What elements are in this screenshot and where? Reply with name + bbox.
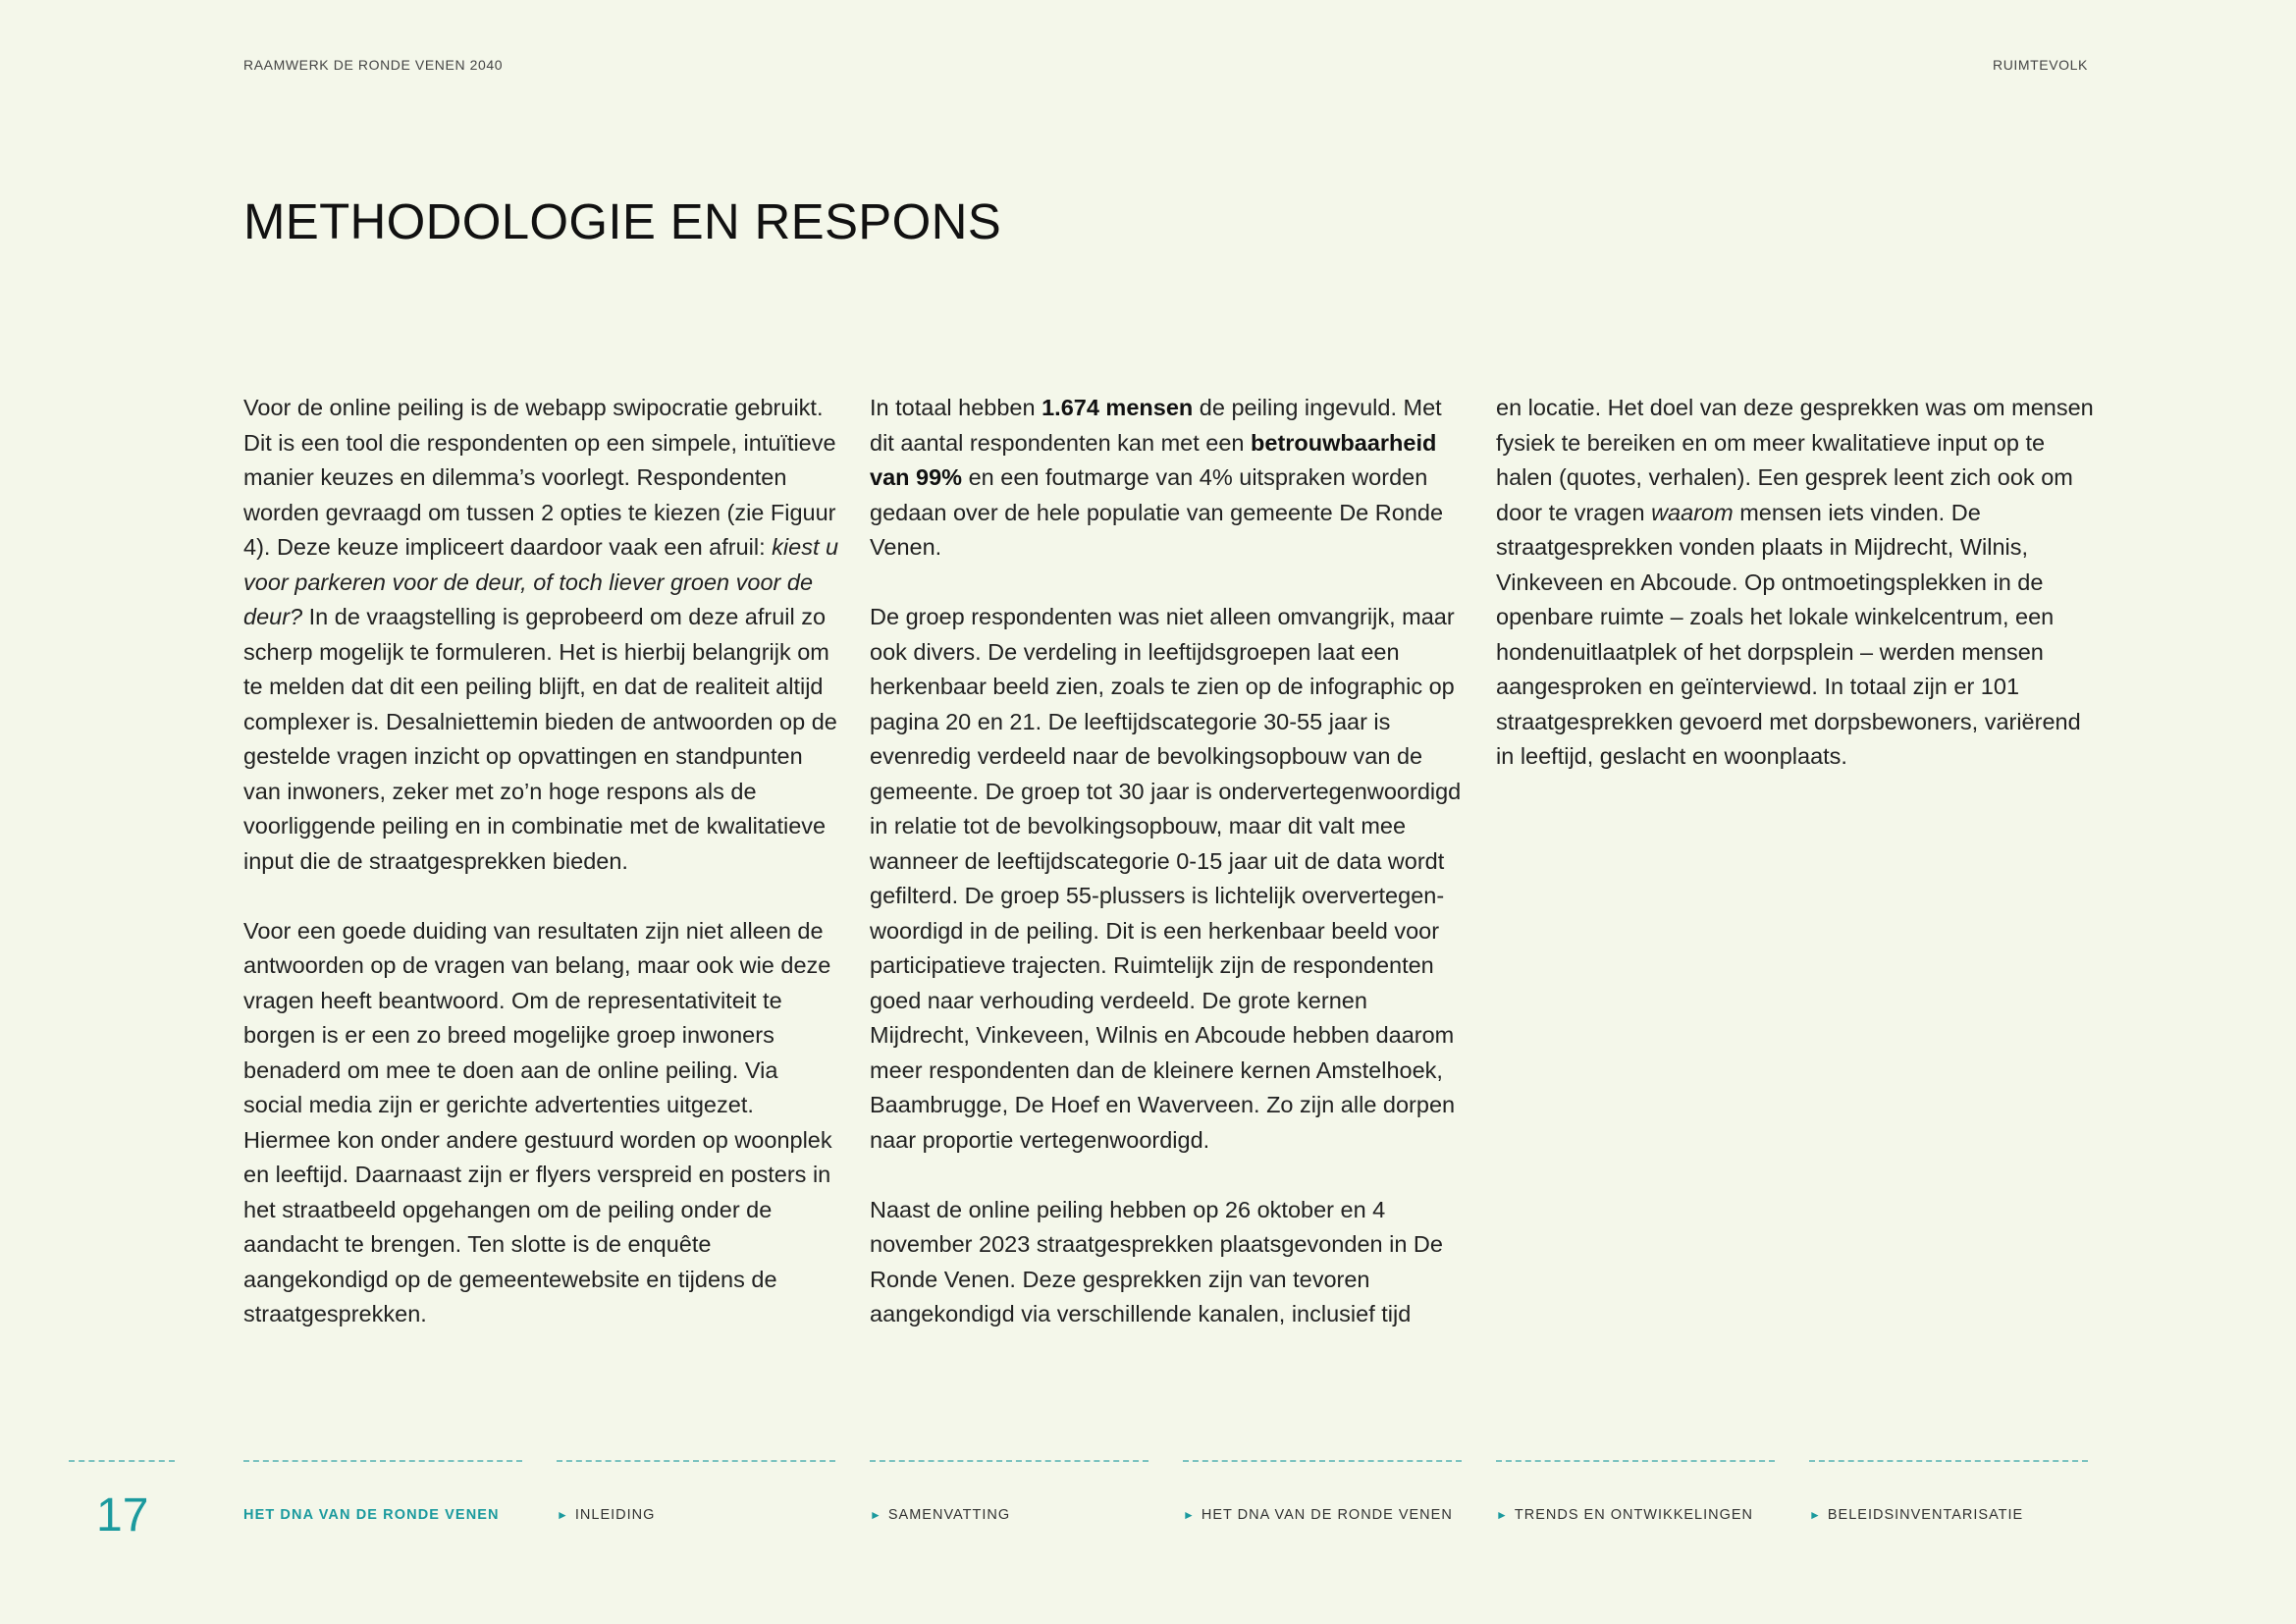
text-run: Voor de online peiling is de webapp swipocratie gebruikt. Dit is een tool die respondenten op een simpele, intuïtieve manier keuzes en dilemma’s voorlegt. Respondenten worden gevraagd om tussen 2 opties te kiezen (zie Figuur 4). Deze keuze impliceert daardoor vaak een afruil: bbox=[243, 395, 836, 560]
text-run: In totaal hebben bbox=[870, 395, 1042, 420]
triangle-right-icon: ► bbox=[870, 1508, 882, 1522]
text-run: mensen iets vinden. De straatgesprekken vonden plaats in Mijdrecht, Wilnis, Vinkeveen en Abcoude. Op ontmoetingsplekken in de openbare ruimte – zoals het lokale winkelcentrum, een hondenuitlaatplek of het dorpsplein – werden mensen aangesproken en geïnterviewd. In totaal zijn er 101 straatgesprekken gevoerd met dorpsbewoners, variërend in leeftijd, geslacht en woonplaats. bbox=[1496, 499, 2081, 769]
nav-link-trends[interactable] bbox=[1496, 1507, 1753, 1523]
paragraph bbox=[870, 391, 1468, 566]
nav-link-label: BELEIDSINVENTARISATIE bbox=[1827, 1507, 2024, 1523]
running-header-title: RAAMWERK DE RONDE VENEN 2040 bbox=[243, 57, 504, 73]
italic-text: kiest u voor parkeren voor de deur, of toch liever groen voor de deur? bbox=[243, 534, 839, 629]
running-header-publisher: RUIMTEVOLK bbox=[1992, 57, 2088, 73]
footer-divider bbox=[870, 1460, 1148, 1462]
nav-link-samenvatting[interactable] bbox=[870, 1507, 1010, 1523]
triangle-right-icon: ► bbox=[1496, 1508, 1509, 1522]
footer-divider bbox=[557, 1460, 835, 1462]
nav-link-label: HET DNA VAN DE RONDE VENEN bbox=[1201, 1507, 1453, 1523]
text-column-3 bbox=[1496, 391, 2095, 809]
page-number: 17 bbox=[96, 1489, 149, 1542]
text-column-1 bbox=[243, 391, 842, 1367]
triangle-right-icon: ► bbox=[557, 1508, 569, 1522]
text-run: en locatie. Het doel van deze gesprekken was om mensen fysiek te bereiken en om meer kwalitatieve input op te halen (quotes, verhalen). Een gesprek leent zich ook om door te vragen bbox=[1496, 395, 2094, 525]
nav-link-beleidsinventarisatie[interactable] bbox=[1809, 1507, 2023, 1523]
page-title: METHODOLOGIE EN RESPONS bbox=[243, 193, 1002, 249]
nav-link-inleiding[interactable] bbox=[557, 1507, 655, 1523]
nav-link-label: TRENDS EN ONTWIKKELINGEN bbox=[1514, 1507, 1754, 1523]
footer-divider bbox=[1809, 1460, 2088, 1462]
italic-text: waarom bbox=[1651, 499, 1734, 525]
bold-text: betrouwbaarheid van 99% bbox=[870, 429, 1437, 490]
paragraph: De groep respondenten was niet alleen omvangrijk, maar ook divers. De verdeling in leeftijdsgroepen laat een herkenbaar beeld zien, zoals te zien op de infographic op pagina 20 en 21. De leeftijdscategorie 30-55 jaar is evenredig verdeeld naar de bevolkingsopbouw van de gemeente. De groep tot 30 jaar is ondervertegenwoordigd in relatie tot de bevolkingsopbouw, maar dit valt mee wanneer de leeftijdscategorie 0-15 jaar uit de data wordt gefilterd. De groep 55-plussers is lichtelijk oververtegen-woordigd in de peiling. Dit is een herkenbaar beeld voor participatieve trajecten. Ruimtelijk zijn de respondenten goed naar verhouding verdeeld. De grote kernen Mijdrecht, Vinkeveen, Wilnis en Abcoude hebben daarom meer respondenten dan de kleinere kernen Amstelhoek, Baambrugge, De Hoef en Waverveen. Zo zijn alle dorpen naar proportie vertegenwoordigd. bbox=[870, 604, 1462, 1153]
nav-link-label: SAMENVATTING bbox=[887, 1507, 1011, 1523]
triangle-right-icon: ► bbox=[1183, 1508, 1196, 1522]
bold-text: 1.674 mensen bbox=[1041, 395, 1194, 420]
footer-divider bbox=[243, 1460, 522, 1462]
footer-divider bbox=[1496, 1460, 1775, 1462]
footer-divider bbox=[1183, 1460, 1462, 1462]
footer-divider bbox=[69, 1460, 175, 1462]
nav-current-section[interactable]: HET DNA VAN DE RONDE VENEN bbox=[243, 1507, 500, 1523]
paragraph: Naast de online peiling hebben op 26 oktober en 4 november 2023 straatgesprekken plaatsgevonden in De Ronde Venen. Deze gesprekken zijn van tevoren aangekondigd via verschillende kanalen, inclusief tijd bbox=[870, 1196, 1443, 1326]
text-run: In de vraagstelling is geprobeerd om deze afruil zo scherp mogelijk te formuleren. Het is hierbij belangrijk om te melden dat dit een peiling blijft, en dat de realiteit altijd complexer is. Desalniettemin bieden de antwoorden op de gestelde vragen inzicht op opvattingen en standpunten van inwoners, zeker met zo’n hoge respons als de voorliggende peiling en in combinatie met de kwalitatieve input die de straatgesprekken bieden. bbox=[243, 604, 837, 874]
triangle-right-icon: ► bbox=[1809, 1508, 1822, 1522]
paragraph bbox=[243, 391, 842, 879]
paragraph bbox=[1496, 391, 2095, 775]
nav-link-dna[interactable] bbox=[1183, 1507, 1453, 1523]
text-column-2 bbox=[870, 391, 1468, 1367]
text-run: de peiling ingevuld. Met dit aantal respondenten kan met een bbox=[870, 395, 1442, 456]
text-run: en een foutmarge van 4% uitspraken worden gedaan over de hele populatie van gemeente De Ronde Venen. bbox=[870, 464, 1444, 560]
paragraph: Voor een goede duiding van resultaten zijn niet alleen de antwoorden op de vragen van belang, maar ook wie deze vragen heeft beantwoord. Om de representativiteit te borgen is er een zo breed mogelijke groep inwoners benaderd om mee te doen aan de online peiling. Via social media zijn er gerichte advertenties uitgezet. Hiermee kon onder andere gestuurd worden op woonplek en leeftijd. Daarnaast zijn er flyers verspreid en posters in het straatbeeld opgehangen om de peiling onder de aandacht te brengen. Ten slotte is de enquête aangekondigd op de gemeentewebsite en tijdens de straatgesprekken. bbox=[243, 917, 832, 1326]
nav-link-label: INLEIDING bbox=[574, 1507, 656, 1523]
